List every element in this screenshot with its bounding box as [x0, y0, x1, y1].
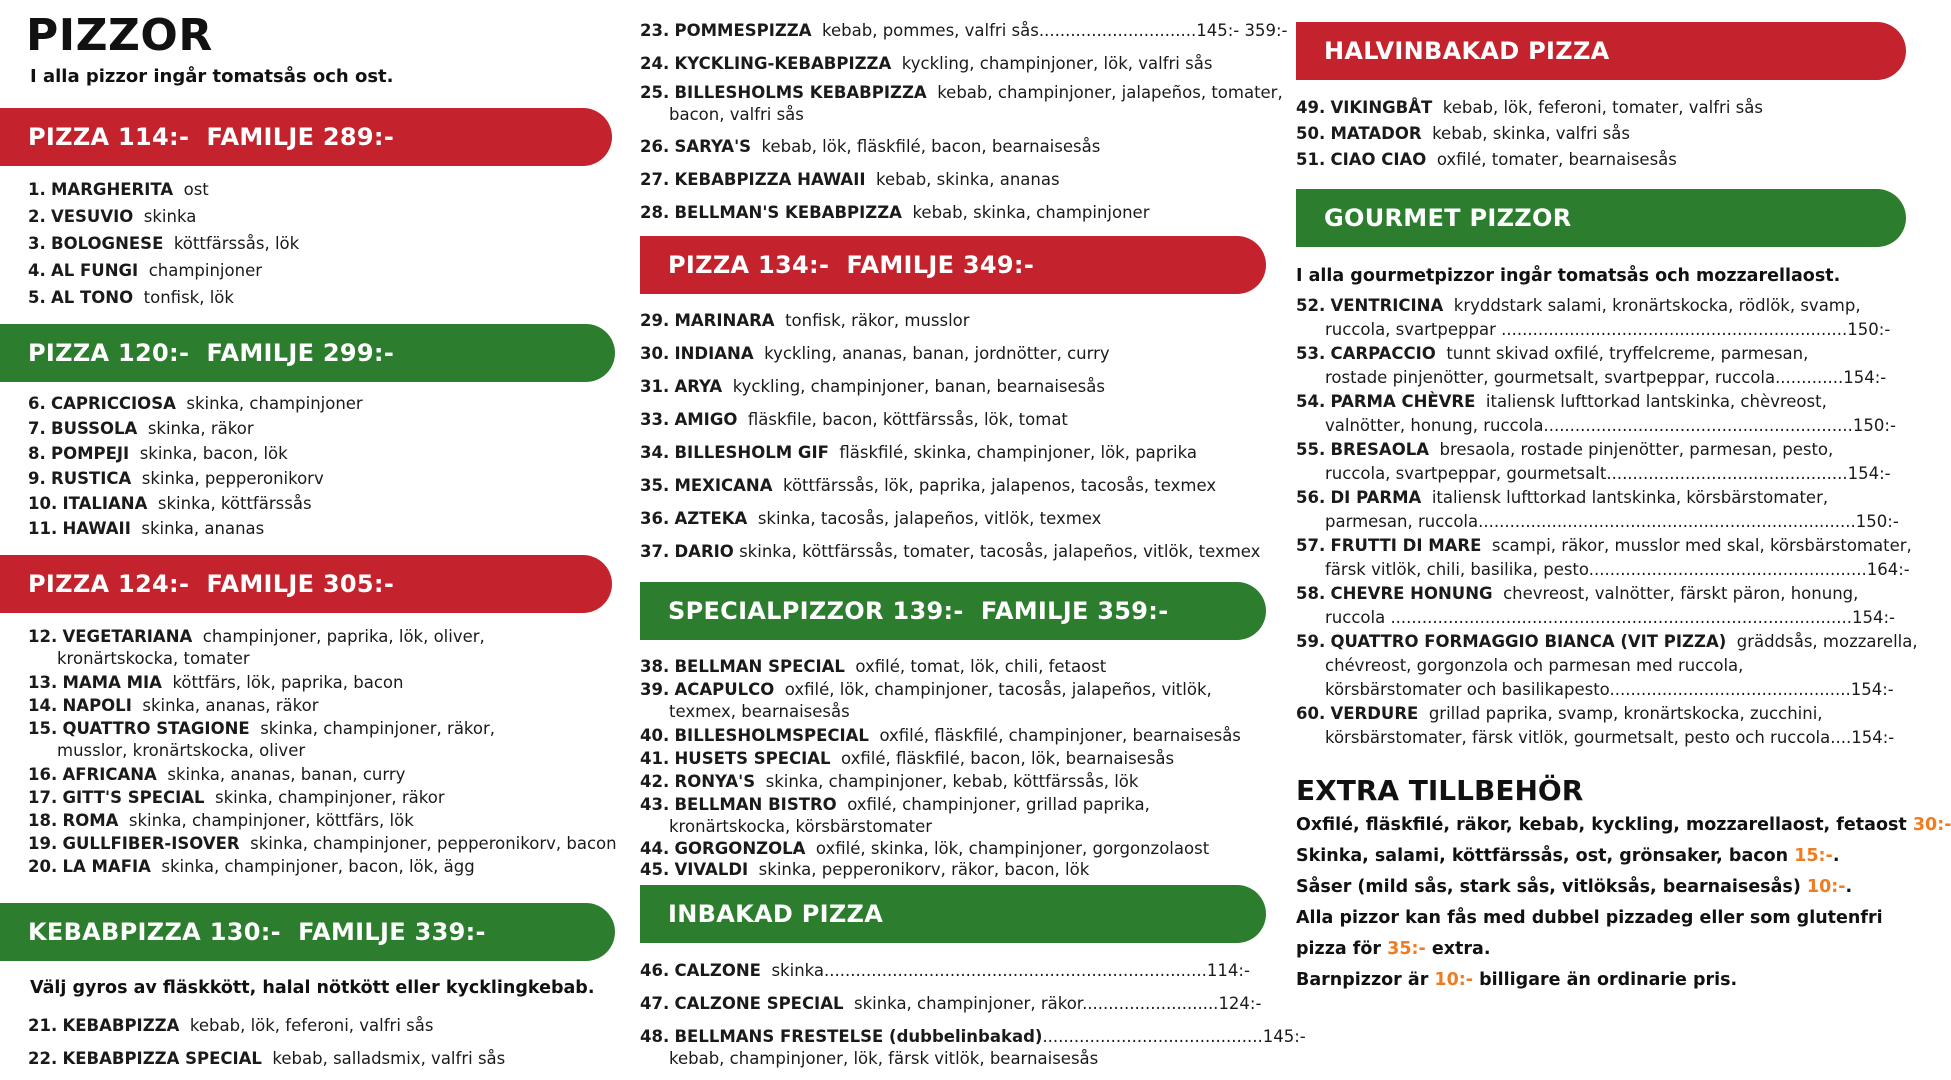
menu-item-46: 46. CALZONE skinka.........................................................................114:- — [640, 961, 1250, 980]
menu-item-60: 60. VERDURE grillad paprika, svamp, kronärtskocka, zucchini, körsbärstomater, färsk vitlök, gourmetsalt, pesto och ruccola....154:- — [1296, 704, 1895, 747]
menu-item-6: 6. CAPRICCIOSA skinka, champinjoner — [28, 394, 363, 413]
banner-pizza-114: PIZZA 114:- FAMILJE 289:- — [0, 108, 612, 166]
menu-item-58: 58. CHEVRE HONUNG chevreost, valnötter, färskt päron, honung, ruccola ........................................................................................154:- — [1296, 584, 1896, 627]
menu-item-22: 22. KEBABPIZZA SPECIAL kebab, salladsmix, valfri sås — [28, 1049, 506, 1068]
menu-item-24: 24. KYCKLING-KEBABPIZZA kyckling, champinjoner, lök, valfri sås — [640, 54, 1213, 73]
menu-item-3: 3. BOLOGNESE köttfärssås, lök — [28, 234, 300, 253]
menu-item-55: 55. BRESAOLA bresaola, rostade pinjenötter, parmesan, pesto, ruccola, svartpeppar, gourmetsalt..............................................154:- — [1296, 440, 1891, 483]
menu-item-5: 5. AL TONO tonfisk, lök — [28, 288, 234, 307]
menu-item-13: 13. MAMA MIA köttfärs, lök, paprika, bacon — [28, 673, 404, 692]
menu-column-2 — [640, 0, 1306, 1080]
menu-item-16: 16. AFRICANA skinka, ananas, banan, curry — [28, 765, 406, 784]
menu-item-45: 45. VIVALDI skinka, pepperonikorv, räkor, bacon, lök — [640, 860, 1090, 879]
menu-item-15: 15. QUATTRO STAGIONE skinka, champinjoner, räkor, musslor, kronärtskocka, oliver — [28, 719, 496, 760]
menu-item-39: 39. ACAPULCO oxfilé, lök, champinjoner, tacosås, jalapeños, vitlök, texmex, bearnaisesås — [640, 680, 1212, 721]
menu-item-38: 38. BELLMAN SPECIAL oxfilé, tomat, lök, chili, fetaost — [640, 657, 1107, 676]
menu-item-31: 31. ARYA kyckling, champinjoner, banan, bearnaisesås — [640, 377, 1105, 396]
menu-item-42: 42. RONYA'S skinka, champinjoner, kebab, köttfärssås, lök — [640, 772, 1139, 791]
menu-item-26: 26. SARYA'S kebab, lök, fläskfilé, bacon, bearnaisesås — [640, 137, 1101, 156]
menu-item-59: 59. QUATTRO FORMAGGIO BIANCA (VIT PIZZA) gräddsås, mozzarella, chévreost, gorgonzola och parmesan med ruccola, körsbärstomater och basilikapesto..............................................154:- — [1296, 632, 1918, 699]
banner-halvinbakad-pizza: HALVINBAKAD PIZZA — [1296, 22, 1906, 80]
menu-item-49: 49. VIKINGBÅT kebab, lök, feferoni, tomater, valfri sås — [1296, 98, 1763, 117]
extra-line-2: Skinka, salami, köttfärssås, ost, grönsaker, bacon 15:-. — [1296, 846, 1840, 866]
menu-item-2: 2. VESUVIO skinka — [28, 207, 197, 226]
menu-item-25: 25. BILLESHOLMS KEBABPIZZA kebab, champinjoner, jalapeños, tomater, bacon, valfri sås — [640, 83, 1283, 124]
menu-item-48: 48. BELLMANS FRESTELSE (dubbelinbakad)..........................................145:- kebab, champinjoner, lök, färsk vitlök, bearnaisesås — [640, 1027, 1306, 1068]
banner-pizza-124: PIZZA 124:- FAMILJE 305:- — [0, 555, 612, 613]
menu-item-1: 1. MARGHERITA ost — [28, 180, 209, 199]
extra-line-6: Barnpizzor är 10:- billigare än ordinarie pris. — [1296, 970, 1738, 990]
menu-item-14: 14. NAPOLI skinka, ananas, räkor — [28, 696, 319, 715]
banner-pizza-134: PIZZA 134:- FAMILJE 349:- — [640, 236, 1266, 294]
menu-item-30: 30. INDIANA kyckling, ananas, banan, jordnötter, curry — [640, 344, 1110, 363]
menu-item-28: 28. BELLMAN'S KEBABPIZZA kebab, skinka, champinjoner — [640, 203, 1150, 222]
menu-item-43: 43. BELLMAN BISTRO oxfilé, champinjoner, grillad paprika, kronärtskocka, körsbärstomater — [640, 795, 1150, 836]
banner-inbakad-pizza: INBAKAD PIZZA — [640, 885, 1266, 943]
banner-kebabpizza-130: KEBABPIZZA 130:- FAMILJE 339:- — [0, 903, 615, 961]
menu-item-35: 35. MEXICANA köttfärssås, lök, paprika, jalapenos, tacosås, texmex — [640, 476, 1217, 495]
gourmet-note: I alla gourmetpizzor ingår tomatsås och mozzarellaost. — [1296, 266, 1841, 286]
menu-item-37: 37. DARIO skinka, köttfärssås, tomater, tacosås, jalapeños, vitlök, texmex — [640, 542, 1261, 561]
menu-item-18: 18. ROMA skinka, champinjoner, köttfärs, lök — [28, 811, 414, 830]
menu-column-3 — [1296, 0, 1951, 1080]
menu-item-27: 27. KEBABPIZZA HAWAII kebab, skinka, ananas — [640, 170, 1060, 189]
menu-item-19: 19. GULLFIBER-ISOVER skinka, champinjoner, pepperonikorv, bacon — [28, 834, 617, 853]
menu-item-17: 17. GITT'S SPECIAL skinka, champinjoner, räkor — [28, 788, 445, 807]
extra-line-5: pizza för 35:- extra. — [1296, 939, 1491, 959]
menu-item-56: 56. DI PARMA italiensk lufttorkad lantskinka, körsbärstomater, parmesan, ruccola........................................................................150:- — [1296, 488, 1899, 531]
menu-item-9: 9. RUSTICA skinka, pepperonikorv — [28, 469, 324, 488]
extra-title: EXTRA TILLBEHÖR — [1296, 774, 1584, 807]
menu-item-52: 52. VENTRICINA kryddstark salami, kronärtskocka, rödlök, svamp, ruccola, svartpeppar ..................................................................150:- — [1296, 296, 1891, 339]
menu-item-29: 29. MARINARA tonfisk, räkor, musslor — [640, 311, 970, 330]
menu-item-44: 44. GORGONZOLA oxfilé, skinka, lök, champinjoner, gorgonzolaost — [640, 839, 1210, 858]
kebab-note: Välj gyros av fläskkött, halal nötkött eller kycklingkebab. — [30, 978, 595, 998]
menu-item-36: 36. AZTEKA skinka, tacosås, jalapeños, vitlök, texmex — [640, 509, 1102, 528]
menu-item-10: 10. ITALIANA skinka, köttfärssås — [28, 494, 312, 513]
menu-item-34: 34. BILLESHOLM GIF fläskfilé, skinka, champinjoner, lök, paprika — [640, 443, 1198, 462]
extra-line-3: Såser (mild sås, stark sås, vitlöksås, bearnaisesås) 10:-. — [1296, 877, 1853, 897]
menu-item-51: 51. CIAO CIAO oxfilé, tomater, bearnaisesås — [1296, 150, 1677, 169]
banner-specialpizzor-139: SPECIALPIZZOR 139:- FAMILJE 359:- — [640, 582, 1266, 640]
menu-item-53: 53. CARPACCIO tunnt skivad oxfilé, tryffelcreme, parmesan, rostade pinjenötter, gourmetsalt, svartpeppar, ruccola.............154:- — [1296, 344, 1887, 387]
menu-item-21: 21. KEBABPIZZA kebab, lök, feferoni, valfri sås — [28, 1016, 434, 1035]
menu-item-11: 11. HAWAII skinka, ananas — [28, 519, 265, 538]
banner-gourmet-pizzor: GOURMET PIZZOR — [1296, 189, 1906, 247]
menu-item-33: 33. AMIGO fläskfile, bacon, köttfärssås, lök, tomat — [640, 410, 1068, 429]
menu-item-41: 41. HUSETS SPECIAL oxfilé, fläskfilé, bacon, lök, bearnaisesås — [640, 749, 1175, 768]
page-title: PIZZOR — [26, 10, 213, 61]
menu-item-23: 23. POMMESPIZZA kebab, pommes, valfri sås..............................145:- 359:- — [640, 21, 1288, 40]
banner-pizza-120: PIZZA 120:- FAMILJE 299:- — [0, 324, 615, 382]
menu-item-40: 40. BILLESHOLMSPECIAL oxfilé, fläskfilé, champinjoner, bearnaisesås — [640, 726, 1241, 745]
menu-item-8: 8. POMPEJI skinka, bacon, lök — [28, 444, 288, 463]
menu-item-57: 57. FRUTTI DI MARE scampi, räkor, musslor med skal, körsbärstomater, färsk vitlök, chili, basilika, pesto.....................................................164:- — [1296, 536, 1912, 579]
menu-item-12: 12. VEGETARIANA champinjoner, paprika, lök, oliver, kronärtskocka, tomater — [28, 627, 485, 668]
menu-item-7: 7. BUSSOLA skinka, räkor — [28, 419, 254, 438]
menu-column-1 — [0, 0, 620, 1080]
menu-item-54: 54. PARMA CHÈVRE italiensk lufttorkad lantskinka, chèvreost, valnötter, honung, ruccola...........................................................150:- — [1296, 392, 1896, 435]
extra-line-1: Oxfilé, fläskfilé, räkor, kebab, kyckling, mozzarellaost, fetaost 30:- — [1296, 815, 1951, 835]
extra-line-4: Alla pizzor kan fås med dubbel pizzadeg eller som glutenfri — [1296, 908, 1883, 928]
menu-item-47: 47. CALZONE SPECIAL skinka, champinjoner, räkor..........................124:- — [640, 994, 1262, 1013]
menu-item-4: 4. AL FUNGI champinjoner — [28, 261, 263, 280]
menu-item-50: 50. MATADOR kebab, skinka, valfri sås — [1296, 124, 1630, 143]
intro-note: I alla pizzor ingår tomatsås och ost. — [30, 66, 394, 87]
menu-item-20: 20. LA MAFIA skinka, champinjoner, bacon, lök, ägg — [28, 857, 475, 876]
